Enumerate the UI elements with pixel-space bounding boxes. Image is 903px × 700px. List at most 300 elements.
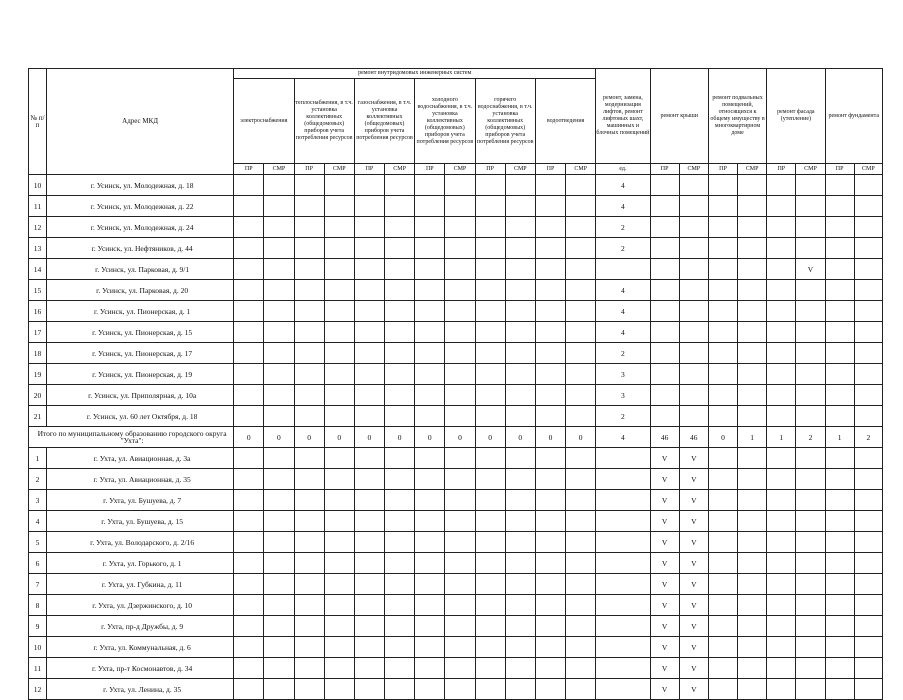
table-cell [415, 238, 445, 259]
table-cell [475, 574, 505, 595]
table-cell [294, 532, 324, 553]
table-row [29, 259, 883, 280]
table-cell [535, 511, 565, 532]
row-address: г. Ухта, ул. Дзержинского, д. 10 [47, 595, 234, 616]
table-cell [854, 322, 882, 343]
table-cell [854, 679, 882, 700]
col-heating: теплоснабжения, в т.ч. установка коллективных (общедомовых) приборов учета потребления ресурсов [294, 79, 354, 164]
table-cell [596, 574, 650, 595]
pr-label: ПР [354, 164, 384, 175]
table-cell [354, 574, 384, 595]
table-cell [825, 343, 854, 364]
table-cell [234, 616, 264, 637]
table-cell [535, 196, 565, 217]
row-number: 13 [29, 238, 47, 259]
roof-pr-cell: V [650, 574, 679, 595]
table-cell [354, 448, 384, 469]
roof-smr-cell [679, 280, 708, 301]
table-cell [738, 301, 767, 322]
roof-pr-cell [650, 175, 679, 196]
table-cell [708, 322, 737, 343]
table-cell [294, 343, 324, 364]
table-cell [415, 574, 445, 595]
table-cell [415, 511, 445, 532]
elevator-count: 4 [596, 322, 650, 343]
row-number: 2 [29, 469, 47, 490]
table-cell [294, 259, 324, 280]
table-cell [596, 490, 650, 511]
table-row [29, 196, 883, 217]
table-cell [294, 196, 324, 217]
table-cell [475, 175, 505, 196]
table-cell [354, 343, 384, 364]
table-cell [475, 595, 505, 616]
table-cell [354, 364, 384, 385]
table-cell [294, 238, 324, 259]
elevator-count: 4 [596, 175, 650, 196]
table-cell [738, 175, 767, 196]
table-cell [738, 616, 767, 637]
elevator-count: 2 [596, 238, 650, 259]
table-cell [505, 343, 535, 364]
table-cell [294, 679, 324, 700]
table-cell [505, 616, 535, 637]
table-cell [566, 490, 596, 511]
row-address: г. Усинск, ул. Молодежная, д. 24 [47, 217, 234, 238]
table-cell [385, 616, 415, 637]
table-cell [566, 301, 596, 322]
table-cell [566, 217, 596, 238]
table-cell [385, 553, 415, 574]
row-number: 8 [29, 595, 47, 616]
roof-pr-cell [650, 322, 679, 343]
table-cell [234, 280, 264, 301]
row-address: г. Ухта, пр-д Дружбы, д. 9 [47, 616, 234, 637]
table-cell [708, 217, 737, 238]
table-cell [475, 343, 505, 364]
table-cell [354, 469, 384, 490]
table-cell [505, 448, 535, 469]
table-cell [708, 469, 737, 490]
table-cell [708, 280, 737, 301]
table-cell [535, 238, 565, 259]
table-cell [415, 448, 445, 469]
table-cell [854, 406, 882, 427]
table-cell [234, 217, 264, 238]
table-cell [445, 175, 475, 196]
table-cell [738, 364, 767, 385]
engineering-systems-header: ремонт внутридомовых инженерных систем [234, 69, 596, 79]
row-number: 4 [29, 511, 47, 532]
table-cell [385, 217, 415, 238]
table-cell [738, 406, 767, 427]
roof-smr-cell [679, 301, 708, 322]
table-cell [475, 217, 505, 238]
table-cell [767, 280, 796, 301]
table-cell [796, 574, 825, 595]
roof-smr-cell: V [679, 574, 708, 595]
table-cell [738, 322, 767, 343]
table-cell [385, 574, 415, 595]
table-cell [738, 343, 767, 364]
roof-smr-cell: V [679, 511, 708, 532]
table-cell [445, 658, 475, 679]
table-cell [234, 679, 264, 700]
table-cell [854, 196, 882, 217]
table-cell [505, 259, 535, 280]
basement-header: ремонт подвальных помещений, относящихся к общему имуществу в многоквартирном доме [708, 69, 766, 164]
table-cell [738, 259, 767, 280]
total-value: 0 [415, 427, 445, 448]
row-address: г. Усинск, ул. Пионерская, д. 17 [47, 343, 234, 364]
total-value: 0 [234, 427, 264, 448]
table-cell [445, 238, 475, 259]
roof-smr-cell [679, 385, 708, 406]
table-cell [708, 679, 737, 700]
table-cell [415, 259, 445, 280]
row-number: 3 [29, 490, 47, 511]
table-cell [854, 175, 882, 196]
table-row [29, 448, 883, 469]
table-cell [294, 406, 324, 427]
table-cell [738, 217, 767, 238]
elevator-count: 3 [596, 364, 650, 385]
table-cell [738, 511, 767, 532]
table-cell [738, 385, 767, 406]
table-cell [708, 532, 737, 553]
table-cell [264, 259, 294, 280]
table-cell [708, 553, 737, 574]
table-cell [767, 658, 796, 679]
table-cell [415, 280, 445, 301]
table-cell [854, 595, 882, 616]
table-cell [415, 364, 445, 385]
smr-label: СМР [445, 164, 475, 175]
smr-label: СМР [385, 164, 415, 175]
row-address: г. Ухта, ул. Ленина, д. 35 [47, 679, 234, 700]
table-cell [854, 490, 882, 511]
table-cell [738, 532, 767, 553]
table-cell [596, 448, 650, 469]
table-cell [264, 385, 294, 406]
table-cell [234, 406, 264, 427]
table-cell [708, 343, 737, 364]
table-cell [796, 532, 825, 553]
roof-pr-cell [650, 280, 679, 301]
table-cell [738, 658, 767, 679]
pr-label: ПР [535, 164, 565, 175]
table-cell [324, 259, 354, 280]
row-number: 7 [29, 574, 47, 595]
row-number: 10 [29, 637, 47, 658]
roof-header: ремонт крыши [650, 69, 708, 164]
table-cell [535, 343, 565, 364]
table-cell [505, 238, 535, 259]
table-cell [535, 679, 565, 700]
table-cell [854, 532, 882, 553]
table-cell [566, 511, 596, 532]
pr-label: ПР [415, 164, 445, 175]
table-cell [825, 595, 854, 616]
table-cell [796, 511, 825, 532]
table-cell [566, 385, 596, 406]
facade-smr-cell [796, 280, 825, 301]
table-cell [505, 301, 535, 322]
table-cell [854, 385, 882, 406]
table-cell [415, 616, 445, 637]
row-number: 20 [29, 385, 47, 406]
table-cell [566, 322, 596, 343]
table-row [29, 364, 883, 385]
table-cell [354, 595, 384, 616]
total-row [29, 427, 883, 448]
table-cell [234, 490, 264, 511]
table-cell [294, 301, 324, 322]
table-cell [767, 217, 796, 238]
row-address: г. Усинск, ул. Приполярная, д. 10а [47, 385, 234, 406]
table-cell [796, 679, 825, 700]
smr-label: СМР [854, 164, 882, 175]
table-cell [854, 574, 882, 595]
table-cell [767, 175, 796, 196]
table-cell [234, 448, 264, 469]
table-cell [445, 595, 475, 616]
table-row [29, 469, 883, 490]
table-cell [354, 196, 384, 217]
table-cell [738, 469, 767, 490]
table-cell [708, 511, 737, 532]
table-cell [415, 217, 445, 238]
table-cell [854, 238, 882, 259]
table-cell [234, 553, 264, 574]
table-cell [767, 196, 796, 217]
table-row [29, 217, 883, 238]
roof-pr-cell [650, 364, 679, 385]
roof-pr-cell [650, 238, 679, 259]
unit-label: ед. [596, 164, 650, 175]
table-cell [385, 301, 415, 322]
table-cell [264, 658, 294, 679]
facade-smr-cell: V [796, 259, 825, 280]
table-cell [708, 301, 737, 322]
table-cell [445, 574, 475, 595]
col-gas: газоснабжения, в т.ч. установка коллективных (общедомовых) приборов учета потребления ресурсов [354, 79, 414, 164]
table-cell [825, 679, 854, 700]
table-cell [354, 511, 384, 532]
table-cell [445, 490, 475, 511]
table-cell [854, 616, 882, 637]
table-cell [324, 385, 354, 406]
table-cell [475, 238, 505, 259]
total-value: 0 [354, 427, 384, 448]
table-cell [294, 490, 324, 511]
col-drainage: водоотведения [535, 79, 595, 164]
total-value: 0 [445, 427, 475, 448]
table-cell [385, 343, 415, 364]
table-cell [324, 196, 354, 217]
table-row [29, 532, 883, 553]
table-cell [767, 595, 796, 616]
table-cell [445, 280, 475, 301]
table-cell [234, 322, 264, 343]
table-cell [234, 196, 264, 217]
table-cell [767, 553, 796, 574]
table-cell [767, 259, 796, 280]
table-cell [535, 280, 565, 301]
total-value: 1 [738, 427, 767, 448]
row-number: 11 [29, 196, 47, 217]
table-row [29, 553, 883, 574]
table-cell [505, 280, 535, 301]
table-cell [854, 280, 882, 301]
table-cell [415, 469, 445, 490]
table-cell [445, 469, 475, 490]
table-cell [445, 385, 475, 406]
table-cell [566, 658, 596, 679]
table-cell [825, 469, 854, 490]
table-row [29, 385, 883, 406]
elevator-count: 4 [596, 196, 650, 217]
table-cell [708, 196, 737, 217]
table-cell [854, 553, 882, 574]
table-cell [445, 448, 475, 469]
table-cell [324, 301, 354, 322]
roof-smr-cell: V [679, 616, 708, 637]
table-cell [415, 595, 445, 616]
table-cell [445, 406, 475, 427]
row-address: г. Ухта, ул. Авиационная, д. 3а [47, 448, 234, 469]
repair-plan-table [28, 68, 883, 700]
table-cell [505, 175, 535, 196]
table-cell [385, 679, 415, 700]
pr-label: ПР [234, 164, 264, 175]
table-row [29, 175, 883, 196]
table-cell [324, 406, 354, 427]
table-cell [264, 238, 294, 259]
elevator-count [596, 259, 650, 280]
table-cell [535, 490, 565, 511]
table-cell [264, 280, 294, 301]
table-cell [294, 469, 324, 490]
table-cell [264, 595, 294, 616]
table-cell [264, 364, 294, 385]
table-cell [566, 196, 596, 217]
table-cell [505, 490, 535, 511]
table-cell [294, 175, 324, 196]
address-header: Адрес МКД [47, 69, 234, 175]
row-address: г. Ухта, ул. Горького, д. 1 [47, 553, 234, 574]
table-cell [324, 595, 354, 616]
roof-smr-cell: V [679, 532, 708, 553]
table-cell [475, 196, 505, 217]
table-cell [264, 217, 294, 238]
row-address: г. Усинск, ул. Парковая, д. 20 [47, 280, 234, 301]
elevator-count: 2 [596, 217, 650, 238]
roof-pr-cell: V [650, 637, 679, 658]
table-cell [825, 553, 854, 574]
table-cell [354, 490, 384, 511]
table-cell [294, 553, 324, 574]
table-cell [767, 238, 796, 259]
table-cell [294, 574, 324, 595]
table-cell [738, 490, 767, 511]
row-number: 17 [29, 322, 47, 343]
row-number: 1 [29, 448, 47, 469]
table-cell [738, 553, 767, 574]
roof-smr-cell: V [679, 679, 708, 700]
col-electricity: электроснабжения [234, 79, 294, 164]
row-address: г. Усинск, ул. Пионерская, д. 1 [47, 301, 234, 322]
roof-smr-cell: V [679, 469, 708, 490]
row-address: г. Усинск, ул. Молодежная, д. 22 [47, 196, 234, 217]
roof-pr-cell: V [650, 679, 679, 700]
table-cell [796, 553, 825, 574]
table-cell [415, 343, 445, 364]
table-cell [415, 385, 445, 406]
total-value: 46 [650, 427, 679, 448]
table-cell [767, 406, 796, 427]
table-row [29, 301, 883, 322]
table-cell [738, 595, 767, 616]
table-cell [324, 658, 354, 679]
row-address: г. Усинск, ул. Молодежная, д. 18 [47, 175, 234, 196]
table-cell [566, 259, 596, 280]
facade-smr-cell [796, 385, 825, 406]
roof-smr-cell [679, 364, 708, 385]
table-cell [825, 385, 854, 406]
row-number: 14 [29, 259, 47, 280]
table-cell [535, 217, 565, 238]
row-number: 9 [29, 616, 47, 637]
table-cell [294, 385, 324, 406]
table-cell [854, 301, 882, 322]
total-value: 0 [294, 427, 324, 448]
table-cell [825, 322, 854, 343]
table-cell [354, 280, 384, 301]
table-cell [566, 469, 596, 490]
table-cell [505, 385, 535, 406]
pr-label: ПР [650, 164, 679, 175]
table-cell [264, 469, 294, 490]
roof-pr-cell: V [650, 532, 679, 553]
table-cell [825, 175, 854, 196]
table-cell [264, 511, 294, 532]
table-cell [475, 511, 505, 532]
total-value: 0 [505, 427, 535, 448]
table-cell [385, 259, 415, 280]
table-cell [825, 280, 854, 301]
table-cell [738, 448, 767, 469]
table-cell [475, 406, 505, 427]
table-cell [354, 322, 384, 343]
pr-label: ПР [767, 164, 796, 175]
table-cell [324, 532, 354, 553]
row-address: г. Усинск, ул. Парковая, д. 9/1 [47, 259, 234, 280]
table-cell [505, 595, 535, 616]
table-cell [324, 343, 354, 364]
roof-smr-cell [679, 259, 708, 280]
table-cell [294, 322, 324, 343]
table-cell [294, 217, 324, 238]
table-cell [796, 490, 825, 511]
roof-pr-cell: V [650, 595, 679, 616]
elevator-count: 2 [596, 343, 650, 364]
table-cell [535, 469, 565, 490]
table-cell [535, 385, 565, 406]
row-number: 21 [29, 406, 47, 427]
roof-pr-cell [650, 196, 679, 217]
table-cell [738, 679, 767, 700]
